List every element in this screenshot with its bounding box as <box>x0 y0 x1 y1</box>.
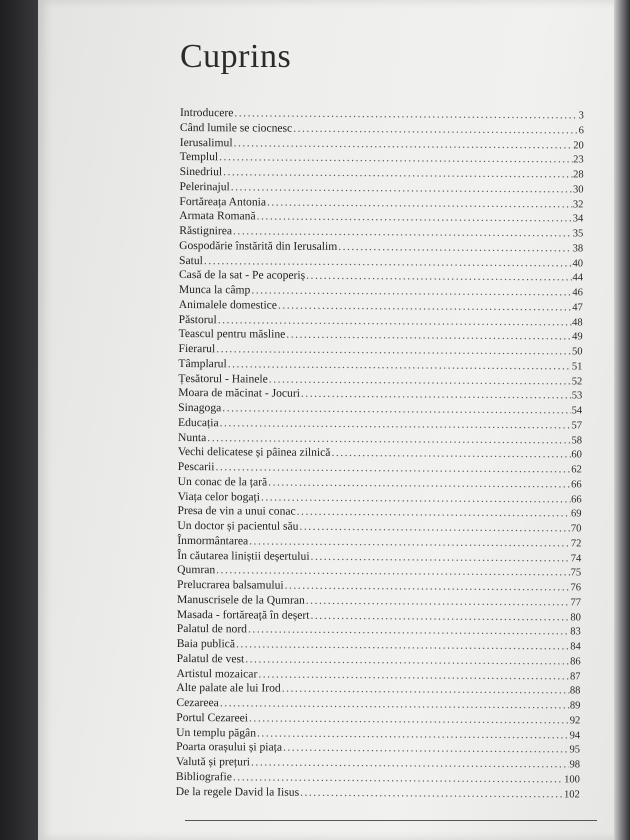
toc-entry-page-number: 47 <box>572 302 583 314</box>
toc-entry-page-number: 35 <box>572 228 584 240</box>
dot-leader <box>306 594 570 610</box>
toc-entry-page-number: 84 <box>570 641 581 653</box>
toc-entry-page-number: 76 <box>570 582 582 594</box>
toc-entry-title: Un doctor și pacientul său <box>177 518 299 533</box>
toc-entry-title: Templul <box>179 150 219 164</box>
toc-entry-title: Bibliografie <box>175 769 232 784</box>
toc-entry-title: Păstorul <box>178 312 217 326</box>
toc-entry-page-number: 72 <box>570 538 582 550</box>
toc-entry-page-number: 44 <box>572 272 583 284</box>
toc-entry-page-number: 94 <box>569 729 581 741</box>
toc-entry-page-number: 50 <box>571 346 583 358</box>
toc-entry-page-number: 92 <box>569 715 581 727</box>
toc-entry-title: Pescarii <box>177 459 215 474</box>
toc-entry-title: Qumran <box>177 563 216 577</box>
toc-entry-title: Răstignirea <box>179 223 233 238</box>
toc-entry-page-number: 38 <box>572 243 584 255</box>
dot-leader <box>301 387 571 403</box>
toc-entry-title: Masada - fortăreață în deșert <box>176 607 310 622</box>
toc-entry-title: Manuscrisele de la Qumran <box>176 592 305 607</box>
toc-entry-page-number: 30 <box>572 184 584 196</box>
toc-entry-page-number: 95 <box>569 744 581 756</box>
dot-leader <box>285 579 570 595</box>
toc-entry-page-number: 46 <box>572 287 583 299</box>
toc-entry-title: Un conac de la țară <box>177 474 268 489</box>
toc-entry-title: Introducere <box>179 106 234 120</box>
toc-entry-title: Poarta orașului și piața <box>176 740 283 754</box>
toc-entry-title: Presa de vin a unui conac <box>177 504 296 518</box>
toc-entry-title: Nunta <box>177 430 207 444</box>
dot-leader <box>286 328 571 344</box>
toc-entry-page-number: 34 <box>572 213 584 225</box>
toc-entry-page-number: 100 <box>564 774 580 786</box>
toc-entry-title: Vechi delicatese și pâinea zilnică <box>177 445 331 460</box>
toc-entry-page-number: 6 <box>578 125 584 137</box>
toc-entry-page-number: 53 <box>571 390 583 402</box>
toc-entry <box>176 784 580 801</box>
toc-entry-title: Palatul de nord <box>176 622 248 636</box>
toc-entry-page-number: 32 <box>572 198 584 210</box>
toc-entry-page-number: 52 <box>571 375 583 387</box>
footer-rule <box>185 820 597 821</box>
toc-entry-title: Gospodărie înstărită din Ierusalim <box>179 238 338 253</box>
toc-entry-title: Casă de la sat - Pe acoperiș <box>178 268 306 283</box>
toc-entry-title: Țesătorul - Hainele <box>178 371 268 386</box>
toc-entry-page-number: 75 <box>570 567 582 579</box>
dot-leader <box>338 240 571 256</box>
toc-entry-page-number: 83 <box>570 626 581 638</box>
toc-entry-title: Ierusalimul <box>179 135 233 149</box>
toc-entry-title: Cezareea <box>176 695 219 710</box>
toc-entry-page-number: 28 <box>573 169 584 181</box>
toc-entry-page-number: 98 <box>569 759 581 771</box>
dot-leader <box>310 608 569 624</box>
dot-leader <box>311 549 570 565</box>
toc-entry-page-number: 69 <box>570 508 582 520</box>
dot-leader <box>306 269 571 285</box>
toc-entry-title: Prelucrarea balsamului <box>177 577 284 592</box>
toc-entry-page-number: 49 <box>572 331 583 343</box>
toc-entry-page-number: 102 <box>564 788 580 800</box>
toc-entry-page-number: 58 <box>571 434 582 446</box>
toc-entry-title: Teascul pentru măsline <box>178 327 286 341</box>
dot-leader <box>331 446 570 462</box>
toc-entry-title: Sinedriul <box>179 164 223 179</box>
toc-entry-title: Satul <box>179 253 203 267</box>
dot-leader <box>297 505 570 521</box>
toc-entry-page-number: 54 <box>571 405 583 417</box>
toc-entry-page-number: 87 <box>569 670 581 682</box>
toc-entry-page-number: 89 <box>569 700 581 712</box>
toc-entry-page-number: 80 <box>570 611 581 623</box>
toc-entry-page-number: 74 <box>570 552 582 564</box>
toc-entry-page-number: 40 <box>572 257 584 269</box>
toc-entry-title: Palatul de vest <box>176 651 245 666</box>
toc-entry-page-number: 57 <box>571 420 583 432</box>
toc-entry-title: Viața celor bogați <box>177 489 261 503</box>
toc-entry-title: Artistul mozaicar <box>176 666 258 680</box>
toc-entry-title: Baia publică <box>176 636 236 651</box>
toc-entry-title: Când lumile se ciocnesc <box>179 120 293 135</box>
toc-entry-page-number: 70 <box>570 523 582 535</box>
toc-entry-title: Un templu păgân <box>176 725 257 739</box>
toc-entry-page-number: 60 <box>571 449 582 461</box>
toc-entry-page-number: 62 <box>571 464 582 476</box>
toc-entry-title: Înmormântarea <box>177 533 249 548</box>
dot-leader <box>299 520 570 536</box>
toc-entry-title: Educația <box>178 415 219 429</box>
toc-entry-page-number: 23 <box>573 154 584 166</box>
toc-entry-page-number: 51 <box>571 361 583 373</box>
toc-entry-title: În căutarea liniștii deșertului <box>177 548 310 563</box>
dot-leader <box>300 785 563 801</box>
toc-entry-title: Valută și prețuri <box>175 754 251 769</box>
book-gutter-shadow <box>0 0 40 840</box>
toc-entry-page-number: 20 <box>573 139 584 151</box>
toc-entry-title: Munca la câmp <box>178 282 251 297</box>
table-of-contents <box>176 106 584 802</box>
toc-entry-title: Pelerinajul <box>179 179 230 194</box>
page-edge <box>614 0 630 840</box>
toc-entry-title: De la regele David la Iisus <box>175 784 300 799</box>
toc-entry-page-number: 66 <box>571 479 582 491</box>
toc-entry-title: Fierarul <box>178 341 216 356</box>
toc-entry-page-number: 3 <box>578 110 584 122</box>
toc-entry-title: Tâmplarul <box>178 356 227 371</box>
toc-entry-page-number: 77 <box>570 597 582 609</box>
toc-entry-page-number: 66 <box>571 493 582 505</box>
toc-entry-page-number: 88 <box>569 685 581 697</box>
toc-entry-title: Moara de măcinat - Jocuri <box>178 386 300 400</box>
toc-entry-title: Armata Romană <box>179 209 256 223</box>
toc-entry-title: Sinagoga <box>178 400 222 415</box>
toc-entry-page-number: 86 <box>570 656 581 668</box>
page-title: Cuprins <box>180 38 292 75</box>
toc-entry-title: Alte palate ale lui Irod <box>176 681 281 695</box>
toc-entry-title: Animalele domestice <box>178 297 278 312</box>
toc-entry-title: Portul Cezareei <box>176 710 249 725</box>
toc-entry-page-number: 48 <box>572 316 583 328</box>
toc-entry-title: Fortăreața Antonia <box>179 194 267 209</box>
